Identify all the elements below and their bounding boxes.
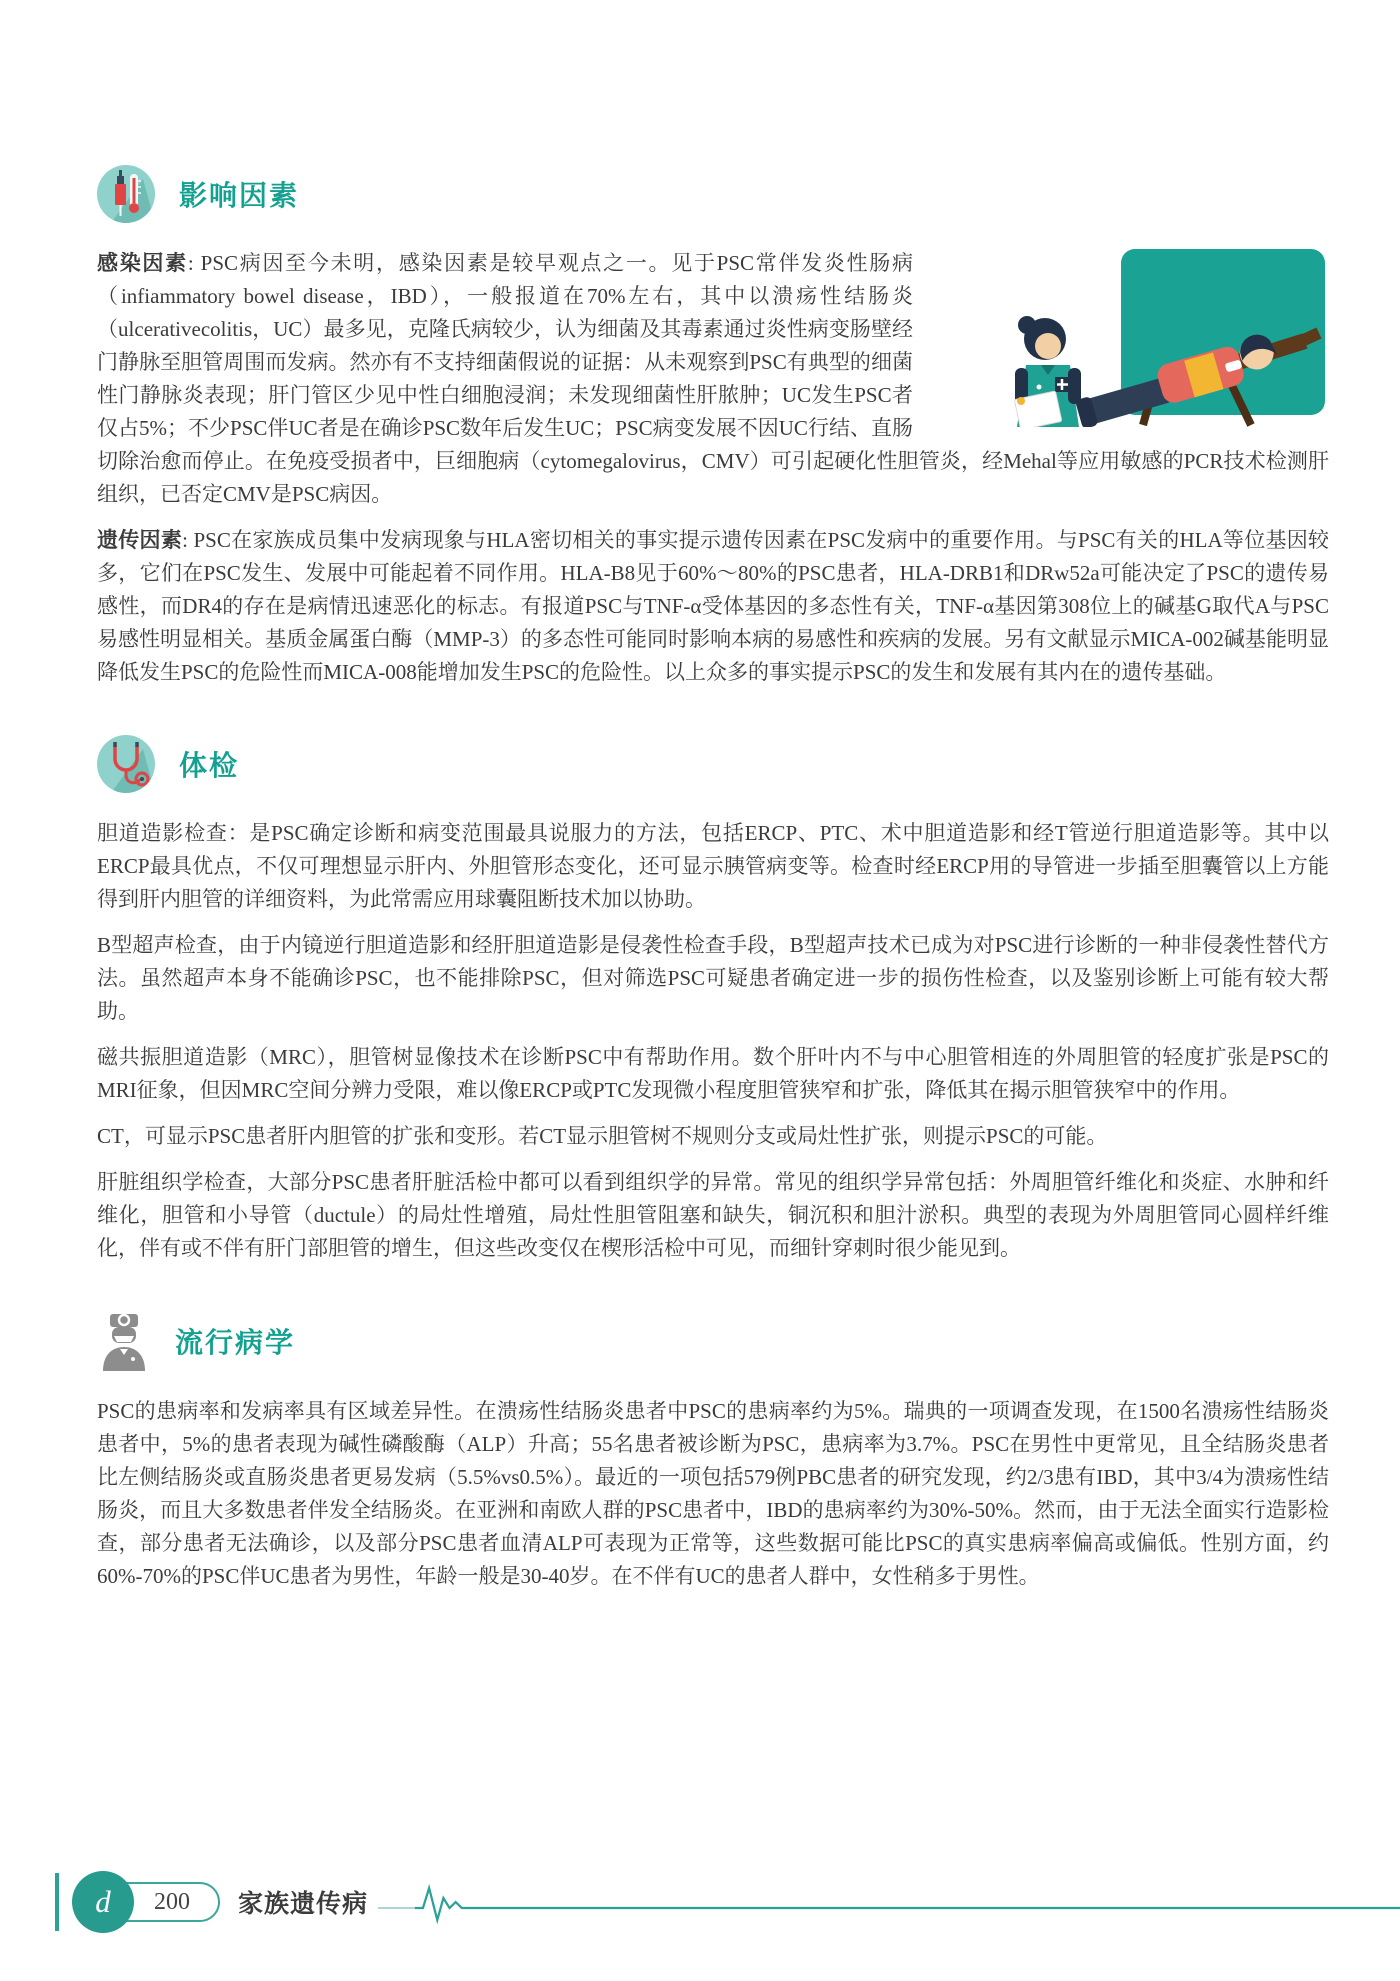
- footer-accent-bar: [55, 1873, 59, 1931]
- paragraph-text: 胆道造影检查：是PSC确定诊断和病变范围最具说服力的方法，包括ERCP、PTC、术中胆道造影和经T管逆行胆道造影等。其中以ERCP最具优点，不仅可理想显示肝内、外胆管形态变化，还可显示胰管病变等。检查时经ERCP用的导管进一步插至胆囊管以上方能得到肝内胆管的详细资料，为此常需应用球囊阻断技术加以协助。: [97, 821, 1329, 911]
- section-header: [97, 735, 1329, 793]
- section-title: 体检: [179, 750, 240, 781]
- paragraph-lead: 感染因素: [97, 251, 188, 275]
- paragraph-ct: [97, 1120, 1329, 1153]
- nurse-patient-illustration: [993, 249, 1329, 427]
- infection-paragraph-block: [97, 247, 1329, 524]
- paragraph-text: : PSC在家族成员集中发病现象与HLA密切相关的事实提示遗传因素在PSC发病中的重要作用。与PSC有关的HLA等位基因较多，它们在PSC发生、发展中可能起着不同作用。HLA-B8见于60%～80%的PSC患者，HLA-DRB1和DRw52a可能决定了PSC的遗传易感性，而DR4的存在是病情迅速恶化的标志。有报道PSC与TNF-α受体基因的多态性有关，TNF-α基因第308位上的碱基G取代A与PSC易感性明显相关。基质金属蛋白酶（MMP-3）的多态性可能同时影响本病的易感性和疾病的发展。另有文献显示MICA-002碱基能明显降低发生PSC的危险性而MICA-008能增加发生PSC的危险性。以上众多的事实提示PSC的发生和发展有其内在的遗传基础。: [97, 528, 1330, 684]
- paragraph-lead: 遗传因素: [97, 528, 183, 552]
- paragraph-text: B型超声检查，由于内镜逆行胆道造影和经肝胆道造影是侵袭性检查手段，B型超声技术已成为对PSC进行诊断的一种非侵袭性替代方法。虽然超声本身不能确诊PSC，也不能排除PSC，但对筛选PSC可疑患者确定进一步的损伤性检查，以及鉴别诊断上可能有较大帮助。: [97, 933, 1329, 1023]
- book-title: 家族遗传病: [238, 1890, 369, 1918]
- paragraph-text: PSC的患病率和发病率具有区域差异性。在溃疡性结肠炎患者中PSC的患病率约为5%。瑞典的一项调查发现，在1500名溃疡性结肠炎患者中，5%的患者表现为碱性磷酸酶（ALP）升高；55名患者被诊断为PSC，患病率为3.7%。PSC在男性中更常见，且全结肠炎患者比左侧结肠炎或直肠炎患者更易发病（5.5%vs0.5%）。最近的一项包括579例PBC患者的研究发现，约2/3患有IBD，其中3/4为溃疡性结肠炎，而且大多数患者伴发全结肠炎。在亚洲和南欧人群的PSC患者中，IBD的患病率约为30%-50%。然而，由于无法全面实行造影检查，部分患者无法确诊，以及部分PSC患者血清ALP可表现为正常等，这些数据可能比PSC的真实患病率偏高或偏低。性别方面，约60%-70%的PSC伴UC患者为男性，年龄一般是30-40岁。在不伴有UC的患者人群中，女性稍多于男性。: [97, 1399, 1329, 1588]
- paragraph-mrc: [97, 1041, 1329, 1107]
- footer-corner-letter: d: [72, 1871, 134, 1933]
- section-epidemiology: [97, 1311, 1329, 1593]
- section-influencing-factors: [97, 165, 1329, 689]
- section-title: 流行病学: [175, 1327, 296, 1358]
- stethoscope-icon: [97, 735, 155, 793]
- paragraph-text: : PSC病因至今未明，感染因素是较早观点之一。见于PSC常伴发炎性肠病（infiammatory bowel disease，IBD），一般报道在70%左右，其中以溃疡性结肠炎（ulcerativecolitis，UC）最多见，克隆氏病较少，认为细菌及其毒素通过炎性病变肠壁经门静脉至胆管周围而发病。然亦有不支持细菌假说的证据：从未观察到PSC有典型的细菌性门静脉炎表现；肝门管区少见中性白细胞浸润；未发现细菌性肝脓肿；UC发生PSC者仅占5%；不少PSC伴UC者是在确诊PSC数年后发生UC；PSC病变发展不因UC行结、直肠切除治愈而停止。在免疫受损者中，巨细胞病（cytomegalovirus，CMV）可引起硬化性胆管炎，经Mehal等应用敏感的PCR技术检测肝组织，已否定CMV是PSC病因。: [97, 251, 1329, 506]
- section-header: [97, 1311, 1329, 1371]
- paragraph-histology: [97, 1166, 1329, 1265]
- paragraph-epidemiology: [97, 1395, 1329, 1593]
- section-header: [97, 165, 1329, 223]
- page-footer: [55, 1868, 1400, 1936]
- page-number-badge: [72, 1871, 220, 1933]
- paragraph-ultrasound: [97, 929, 1329, 1028]
- paragraph-text: CT，可显示PSC患者肝内胆管的扩张和变形。若CT显示胆管树不规则分支或局灶性扩张，则提示PSC的可能。: [97, 1124, 1108, 1148]
- paragraph-genetic-factors: [97, 524, 1329, 689]
- section-physical-exam: [97, 735, 1329, 1265]
- page-number: 200: [100, 1882, 220, 1922]
- section-title: 影响因素: [179, 180, 300, 211]
- syringe-thermometer-icon: [97, 165, 155, 223]
- paragraph-text: 肝脏组织学检查，大部分PSC患者肝脏活检中都可以看到组织学的异常。常见的组织学异常包括：外周胆管纤维化和炎症、水肿和纤维化，胆管和小导管（ductule）的局灶性增殖，局灶性胆管阻塞和缺失，铜沉积和胆汁淤积。典型的表现为外周胆管同心圆样纤维化，伴有或不伴有肝门部胆管的增生，但这些改变仅在楔形活检中可见，而细针穿刺时很少能见到。: [97, 1170, 1329, 1260]
- paragraph-cholangiography: [97, 817, 1329, 916]
- paragraph-text: 磁共振胆道造影（MRC），胆管树显像技术在诊断PSC中有帮助作用。数个肝叶内不与中心胆管相连的外周胆管的轻度扩张是PSC的MRI征象，但因MRC空间分辨力受限，难以像ERCP或PTC发现微小程度胆管狭窄和扩张，降低其在揭示胆管狭窄中的作用。: [97, 1045, 1329, 1102]
- ecg-heartbeat-line: [378, 1878, 1400, 1926]
- doctor-icon: [97, 1311, 151, 1371]
